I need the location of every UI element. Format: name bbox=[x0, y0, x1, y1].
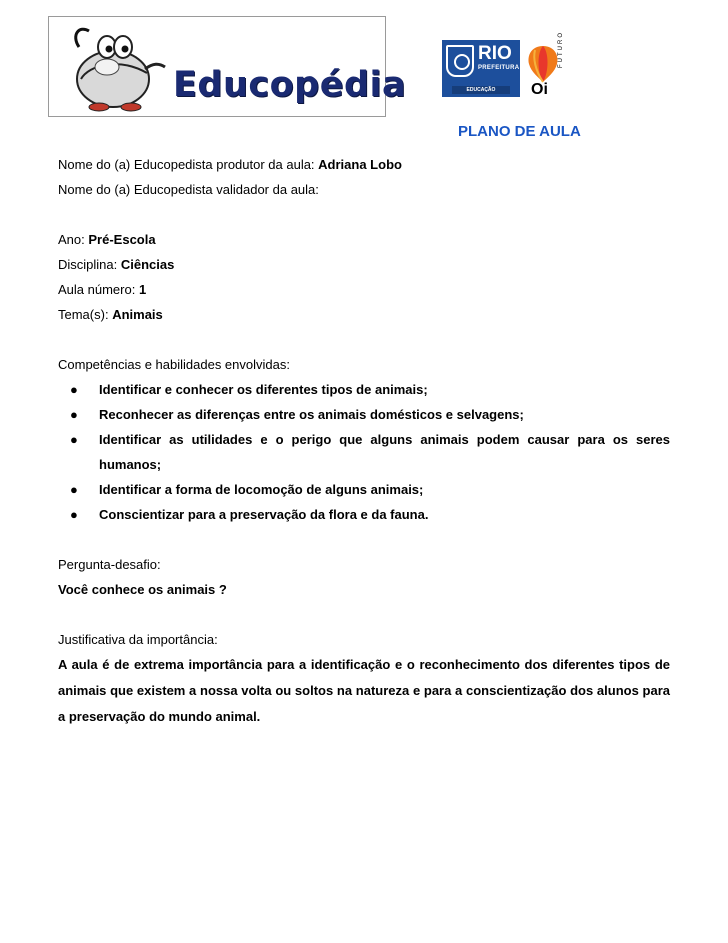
year-label: Ano: bbox=[58, 232, 85, 247]
justification-text: A aula é de extrema importância para a identificação e o reconhecimento dos diferentes tipos de animais que existem a nossa volta ou soltos na natureza e para a conscientização dos alunos para a preservação do mundo animal. bbox=[58, 657, 670, 724]
discipline-line bbox=[58, 252, 670, 277]
year-value: Pré-Escola bbox=[88, 232, 156, 247]
bullet-icon: ● bbox=[70, 507, 78, 522]
list-item: ● Identificar e conhecer os diferentes tipos de animais; bbox=[58, 377, 670, 402]
bullet-icon: ● bbox=[70, 407, 78, 422]
discipline-label: Disciplina: bbox=[58, 257, 118, 272]
challenge-label: Pergunta-desafio: bbox=[58, 557, 161, 572]
lesson-number-label: Aula número: bbox=[58, 282, 136, 297]
challenge-question: Você conhece os animais ? bbox=[58, 582, 227, 597]
page-title: PLANO DE AULA bbox=[458, 123, 581, 140]
list-item: ● Conscientizar para a preservação da flora e da fauna. bbox=[58, 502, 670, 527]
oi-logo-tagline: FUTURO bbox=[558, 31, 564, 68]
producer-line bbox=[58, 152, 670, 177]
producer-label: Nome do (a) Educopedista produtor da aula: bbox=[58, 157, 315, 172]
bullet-icon: ● bbox=[70, 432, 78, 447]
bullet-icon: ● bbox=[70, 482, 78, 497]
list-item: ● Identificar a forma de locomoção de alguns animais; bbox=[58, 477, 670, 502]
lesson-number-line bbox=[58, 277, 670, 302]
year-line bbox=[58, 227, 670, 252]
validator-line bbox=[58, 177, 670, 202]
logo-wordmark: Educopédia bbox=[173, 65, 407, 105]
competencies-list bbox=[58, 377, 670, 527]
theme-label: Tema(s): bbox=[58, 307, 109, 322]
theme-value: Animais bbox=[112, 307, 163, 322]
rio-logo-name: RIO bbox=[478, 43, 512, 64]
discipline-value: Ciências bbox=[120, 257, 175, 272]
oi-logo-brand: Oi bbox=[531, 81, 548, 98]
bullet-icon: ● bbox=[70, 382, 78, 397]
rio-prefeitura-logo bbox=[442, 40, 520, 97]
rio-crest-icon bbox=[446, 45, 474, 77]
oi-futuro-logo bbox=[525, 31, 577, 100]
educopedia-logo bbox=[48, 16, 407, 117]
rio-logo-department: EDUCAÇÃO bbox=[452, 86, 510, 94]
producer-name: Adriana Lobo bbox=[318, 157, 402, 172]
justification-label: Justificativa da importância: bbox=[58, 632, 218, 647]
lesson-number-value: 1 bbox=[138, 282, 147, 297]
validator-label: Nome do (a) Educopedista validador da aula: bbox=[58, 182, 319, 197]
competencies-label: Competências e habilidades envolvidas: bbox=[58, 357, 290, 372]
lesson-plan-content bbox=[58, 152, 670, 730]
theme-line bbox=[58, 302, 670, 327]
list-item: ● Reconhecer as diferenças entre os animais domésticos e selvagens; bbox=[58, 402, 670, 427]
rio-logo-subtitle: PREFEITURA bbox=[478, 65, 520, 71]
list-item: ● Identificar as utilidades e o perigo que alguns animais podem causar para os seres humanos; bbox=[58, 427, 670, 477]
